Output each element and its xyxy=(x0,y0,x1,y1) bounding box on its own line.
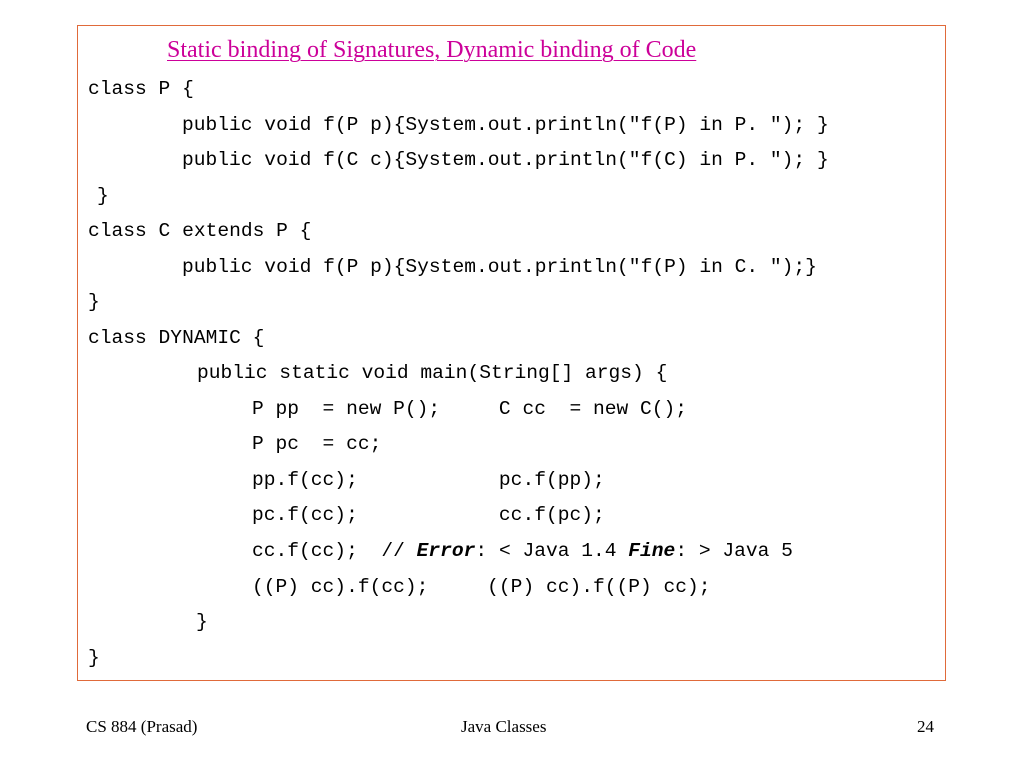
code-segment: : > Java 5 xyxy=(675,540,793,562)
code-line xyxy=(182,148,829,172)
code-line xyxy=(88,77,194,101)
code-segment: P pp = new P(); C cc = new C(); xyxy=(252,398,688,420)
code-line xyxy=(88,219,311,243)
code-segment: } xyxy=(196,611,208,633)
code-segment: } xyxy=(97,185,109,207)
code-segment: : < Java 1.4 xyxy=(475,540,629,562)
code-segment: public void f(P p){System.out.println("f(P) in P. "); } xyxy=(182,114,829,136)
code-line xyxy=(182,113,829,137)
code-line xyxy=(197,361,667,385)
slide-title: Static binding of Signatures, Dynamic binding of Code xyxy=(167,37,697,63)
code-emphasis: Error xyxy=(416,540,476,562)
code-line xyxy=(252,503,605,527)
code-line xyxy=(182,255,817,279)
footer-topic: Java Classes xyxy=(461,717,547,736)
code-segment: cc.f(cc); // xyxy=(252,540,417,562)
code-segment: class P { xyxy=(88,78,194,100)
code-line xyxy=(252,432,381,456)
code-line xyxy=(252,397,687,421)
code-line xyxy=(196,610,208,634)
code-line xyxy=(88,646,100,670)
code-segment: class DYNAMIC { xyxy=(88,327,265,349)
code-emphasis: Fine xyxy=(628,540,676,562)
code-segment: public static void main(String[] args) { xyxy=(197,362,668,384)
code-line xyxy=(252,575,711,599)
code-line xyxy=(97,184,109,208)
code-segment: P pc = cc; xyxy=(252,433,382,455)
code-segment: } xyxy=(88,647,100,669)
footer-page-number: 24 xyxy=(917,717,934,736)
code-segment: pc.f(cc); cc.f(pc); xyxy=(252,504,605,526)
code-line xyxy=(252,539,793,563)
code-segment: ((P) cc).f(cc); ((P) cc).f((P) cc); xyxy=(252,576,711,598)
footer-course: CS 884 (Prasad) xyxy=(86,717,198,736)
code-segment: class C extends P { xyxy=(88,220,312,242)
code-line xyxy=(88,326,264,350)
code-line xyxy=(252,468,605,492)
code-segment: pp.f(cc); pc.f(pp); xyxy=(252,469,605,491)
code-segment: } xyxy=(88,291,100,313)
code-line xyxy=(88,290,100,314)
code-segment: public void f(P p){System.out.println("f(P) in C. ");} xyxy=(182,256,817,278)
code-segment: public void f(C c){System.out.println("f(C) in P. "); } xyxy=(182,149,829,171)
